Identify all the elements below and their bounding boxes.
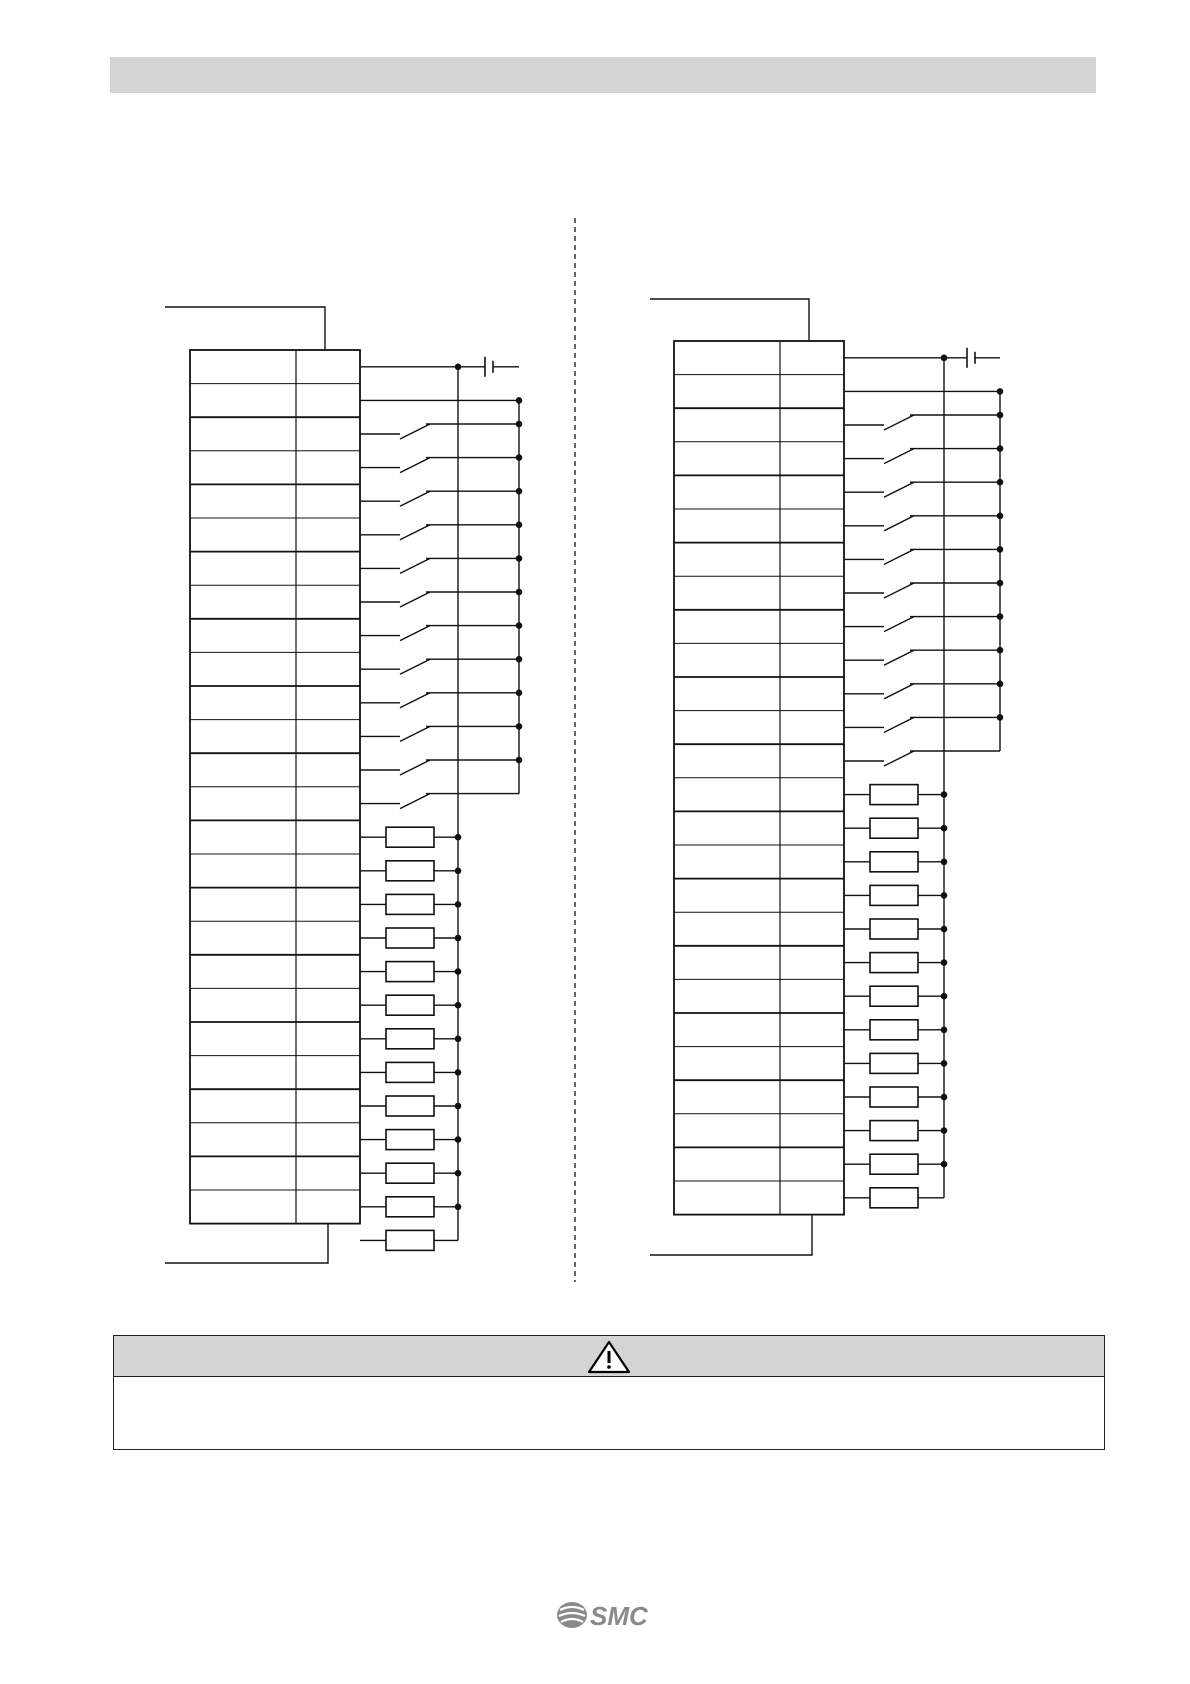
switch-contact — [884, 415, 914, 430]
input-switch — [360, 622, 522, 640]
load-resistor — [870, 1087, 918, 1107]
input-switch — [844, 546, 1003, 564]
load-resistor — [386, 1163, 434, 1183]
load-resistor — [870, 818, 918, 838]
load-resistor — [870, 1020, 918, 1040]
load-resistor — [386, 995, 434, 1015]
input-switch — [360, 522, 522, 540]
load-resistor — [870, 953, 918, 973]
load-resistor — [386, 894, 434, 914]
output-load — [360, 1130, 461, 1150]
output-load — [360, 1197, 461, 1217]
load-resistor — [386, 861, 434, 881]
load-resistor — [386, 1230, 434, 1250]
load-resistor — [386, 1197, 434, 1217]
output-load — [360, 1230, 458, 1250]
input-switch — [844, 751, 1000, 766]
load-resistor — [870, 986, 918, 1006]
load-resistor — [870, 1053, 918, 1073]
input-switch — [844, 412, 1003, 430]
caution-header — [114, 1336, 1104, 1377]
output-load — [360, 1163, 461, 1183]
load-resistor — [386, 1062, 434, 1082]
output-load — [360, 928, 461, 948]
caution-box — [113, 1335, 1105, 1450]
load-resistor — [870, 1188, 918, 1208]
input-switch — [844, 445, 1003, 463]
switch-contact — [884, 482, 914, 497]
right-wiring-diagram — [650, 299, 1003, 1255]
output-load — [844, 1087, 947, 1107]
output-load — [844, 852, 947, 872]
output-load — [360, 1062, 461, 1082]
load-resistor — [386, 928, 434, 948]
output-load — [360, 894, 461, 914]
input-switch — [360, 723, 522, 741]
output-load — [844, 1053, 947, 1073]
output-load — [360, 995, 461, 1015]
switch-contact — [884, 516, 914, 531]
input-switch — [360, 690, 522, 708]
switch-contact — [400, 592, 430, 607]
switch-contact — [400, 760, 430, 775]
switch-contact — [884, 650, 914, 665]
load-resistor — [870, 1121, 918, 1141]
switch-contact — [400, 659, 430, 674]
switch-contact — [400, 693, 430, 708]
input-switch — [360, 757, 522, 775]
input-switch — [844, 647, 1003, 665]
switch-contact — [400, 491, 430, 506]
input-switch — [360, 421, 522, 439]
output-load — [360, 1096, 461, 1116]
input-switch — [360, 555, 522, 573]
load-resistor — [386, 827, 434, 847]
input-switch — [844, 513, 1003, 531]
input-switch — [844, 714, 1003, 732]
load-resistor — [870, 1154, 918, 1174]
switch-contact — [400, 458, 430, 473]
load-resistor — [870, 885, 918, 905]
output-load — [844, 785, 947, 805]
switch-contact — [400, 626, 430, 641]
top-cable-lead — [165, 307, 325, 350]
caution-text — [114, 1377, 1104, 1401]
switch-contact — [884, 583, 914, 598]
output-load — [360, 827, 461, 847]
output-load — [844, 1020, 947, 1040]
switch-contact — [884, 549, 914, 564]
switch-contact — [400, 525, 430, 540]
left-wiring-diagram — [165, 307, 522, 1263]
output-load — [844, 919, 947, 939]
input-switch — [844, 479, 1003, 497]
load-resistor — [386, 1130, 434, 1150]
load-resistor — [386, 1029, 434, 1049]
bottom-cable-lead — [165, 1224, 328, 1263]
smc-logo-icon — [556, 1598, 656, 1632]
switch-contact — [884, 617, 914, 632]
input-switch — [360, 656, 522, 674]
output-load — [844, 953, 947, 973]
smc-logo-text: SMC — [590, 1601, 648, 1631]
switch-contact — [400, 794, 430, 809]
top-cable-lead — [650, 299, 809, 341]
output-load — [844, 986, 947, 1006]
load-resistor — [870, 919, 918, 939]
load-resistor — [386, 962, 434, 982]
input-switch — [360, 488, 522, 506]
load-resistor — [870, 785, 918, 805]
smc-logo-mark — [557, 1602, 587, 1628]
load-resistor — [870, 852, 918, 872]
input-switch — [360, 589, 522, 607]
output-load — [844, 1154, 947, 1174]
input-switch — [844, 681, 1003, 699]
input-switch — [844, 613, 1003, 631]
input-switch — [360, 454, 522, 472]
output-load — [360, 1029, 461, 1049]
input-switch — [844, 580, 1003, 598]
output-load — [844, 818, 947, 838]
switch-contact — [884, 684, 914, 699]
warning-triangle-icon — [587, 1340, 631, 1374]
load-resistor — [386, 1096, 434, 1116]
switch-contact — [884, 449, 914, 464]
switch-contact — [884, 717, 914, 732]
bottom-cable-lead — [650, 1215, 812, 1255]
switch-contact — [400, 726, 430, 741]
switch-contact — [884, 751, 914, 766]
output-load — [844, 1188, 944, 1208]
switch-contact — [400, 558, 430, 573]
output-load — [844, 1121, 947, 1141]
switch-contact — [400, 424, 430, 439]
input-switch — [360, 794, 519, 809]
output-load — [844, 885, 947, 905]
output-load — [360, 861, 461, 881]
output-load — [360, 962, 461, 982]
